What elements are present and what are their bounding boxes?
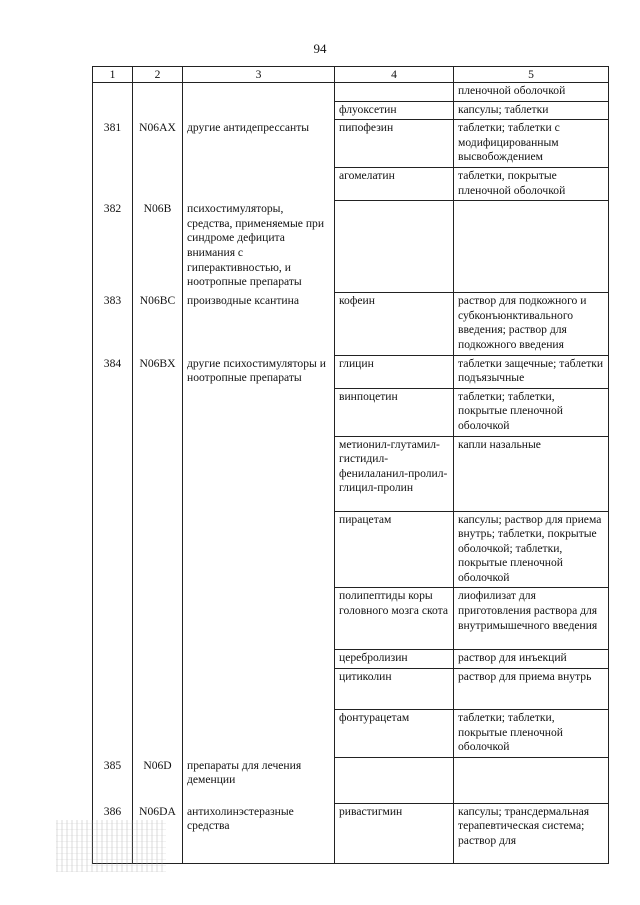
dosage-form-cell: таблетки; таблетки, покрытые пленочной оболочкой [454,388,609,436]
table-row [93,167,609,200]
group-name-cell: препараты для лечения деменции [183,757,335,803]
row-number-cell [93,83,133,102]
dosage-form-cell: капсулы; трансдермальная терапевтическая система; раствор для [454,803,609,863]
atc-code-cell [133,710,183,758]
atc-code-cell [133,436,183,511]
row-number-cell: 383 [93,293,133,355]
drug-name-cell: глицин [335,355,454,388]
column-number-row [93,67,609,83]
row-number-cell [93,669,133,710]
group-name-cell [183,669,335,710]
group-name-cell: другие антидепрессанты [183,120,335,168]
drug-name-cell: флуоксетин [335,101,454,120]
group-name-cell [183,436,335,511]
atc-code-cell [133,650,183,669]
drug-name-cell: пипофезин [335,120,454,168]
atc-code-cell: N06BX [133,355,183,388]
group-name-cell: производные ксантина [183,293,335,355]
drug-name-cell: кофеин [335,293,454,355]
atc-code-cell: N06B [133,201,183,293]
atc-code-cell [133,167,183,200]
row-number-cell: 382 [93,201,133,293]
group-name-cell [183,511,335,588]
table-row [93,293,609,355]
group-name-cell [183,588,335,650]
atc-code-cell [133,511,183,588]
dosage-form-cell: капсулы; раствор для приема внутрь; таблетки, покрытые оболочкой; таблетки, покрытые пленочной оболочкой [454,511,609,588]
row-number-cell [93,650,133,669]
atc-code-cell [133,388,183,436]
drug-name-cell: пирацетам [335,511,454,588]
atc-code-cell: N06AX [133,120,183,168]
table-row [93,803,609,863]
row-number-cell [93,710,133,758]
dosage-form-cell: капсулы; таблетки [454,101,609,120]
table-row [93,588,609,650]
table-row [93,669,609,710]
row-number-cell [93,588,133,650]
table-row [93,201,609,293]
drug-name-cell [335,757,454,803]
dosage-form-cell: раствор для приема внутрь [454,669,609,710]
dosage-form-cell: пленочной оболочкой [454,83,609,102]
drug-name-cell [335,83,454,102]
drug-name-cell: метионил-глутамил-гистидил-фенилаланил-пролил-глицил-пролин [335,436,454,511]
drug-name-cell: цитиколин [335,669,454,710]
dosage-form-cell: лиофилизат для приготовления раствора для внутримышечного введения [454,588,609,650]
table-body [93,83,609,864]
row-number-cell [93,101,133,120]
dosage-form-cell: раствор для инъекций [454,650,609,669]
row-number-cell: 386 [93,803,133,863]
table-row [93,436,609,511]
atc-code-cell [133,669,183,710]
atc-code-cell: N06BC [133,293,183,355]
drug-name-cell: церебролизин [335,650,454,669]
atc-code-cell [133,83,183,102]
dosage-form-cell: раствор для подкожного и субконъюнктивального введения; раствор для подкожного введения [454,293,609,355]
dosage-form-cell [454,757,609,803]
table-row [93,120,609,168]
row-number-cell: 381 [93,120,133,168]
group-name-cell [183,388,335,436]
group-name-cell [183,83,335,102]
dosage-form-cell: таблетки защечные; таблетки подъязычные [454,355,609,388]
group-name-cell: психостимуляторы, средства, применяемые при синдроме дефицита внимания с гиперактивностью, и ноотропные препараты [183,201,335,293]
group-name-cell [183,101,335,120]
table-row [93,511,609,588]
row-number-cell [93,167,133,200]
column-header-1: 1 [93,67,133,83]
column-header-2: 2 [133,67,183,83]
table-row [93,757,609,803]
atc-code-cell: N06DA [133,803,183,863]
column-header-3: 3 [183,67,335,83]
dosage-form-cell: таблетки, покрытые пленочной оболочкой [454,167,609,200]
drug-name-cell: фонтурацетам [335,710,454,758]
atc-code-cell: N06D [133,757,183,803]
group-name-cell [183,710,335,758]
page-number: 94 [313,41,327,56]
group-name-cell: другие психостимуляторы и ноотропные препараты [183,355,335,388]
row-number-cell [93,436,133,511]
drug-name-cell: полипептиды коры головного мозга скота [335,588,454,650]
table-row [93,355,609,388]
column-header-5: 5 [454,67,609,83]
scan-artifact [56,820,166,872]
table-row [93,83,609,102]
table-row [93,101,609,120]
dosage-form-cell [454,201,609,293]
dosage-form-cell: капли назальные [454,436,609,511]
drug-name-cell: винпоцетин [335,388,454,436]
medicines-table [92,66,609,864]
drug-name-cell [335,201,454,293]
atc-code-cell [133,101,183,120]
row-number-cell [93,388,133,436]
group-name-cell: антихолинэстеразные средства [183,803,335,863]
dosage-form-cell: таблетки; таблетки с модифицированным высвобождением [454,120,609,168]
table-row [93,710,609,758]
atc-code-cell [133,588,183,650]
row-number-cell [93,511,133,588]
table-row [93,388,609,436]
row-number-cell: 385 [93,757,133,803]
column-header-4: 4 [335,67,454,83]
drug-name-cell: ривастигмин [335,803,454,863]
row-number-cell: 384 [93,355,133,388]
group-name-cell [183,650,335,669]
dosage-form-cell: таблетки; таблетки, покрытые пленочной оболочкой [454,710,609,758]
table-row [93,650,609,669]
group-name-cell [183,167,335,200]
drug-name-cell: агомелатин [335,167,454,200]
